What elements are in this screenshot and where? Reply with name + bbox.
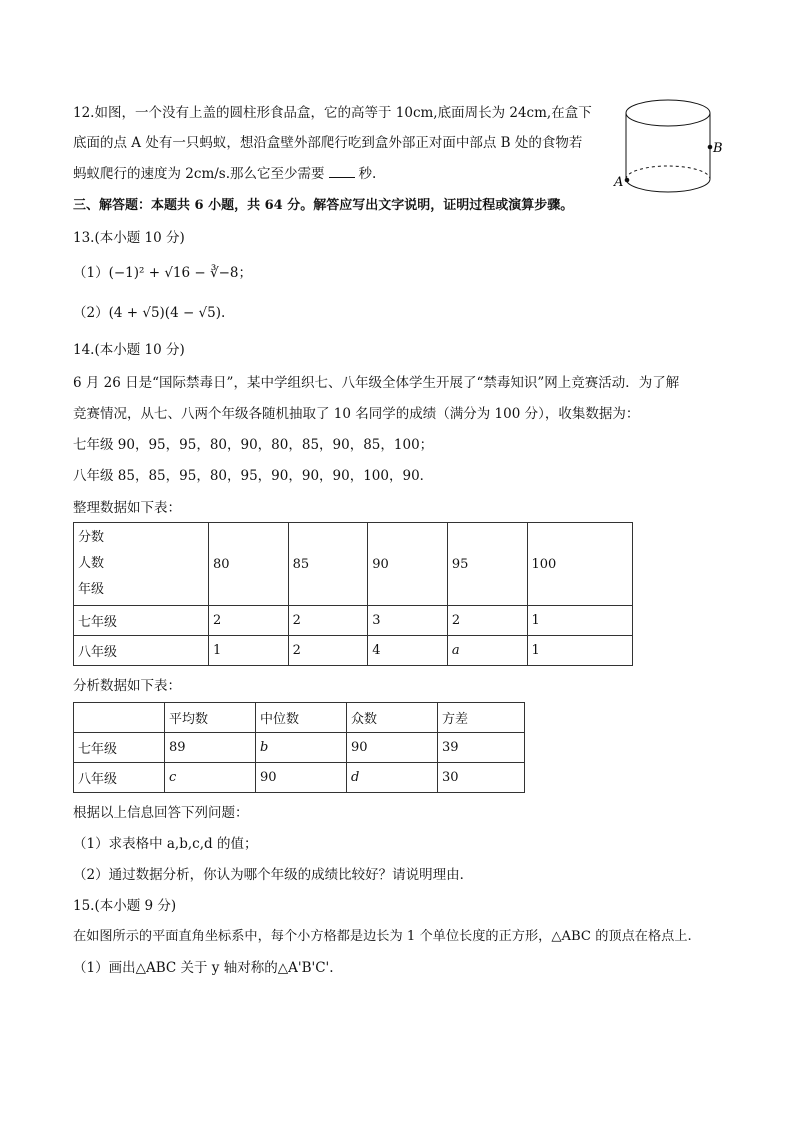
table-row — [74, 733, 525, 763]
q14-intro-1: 6 月 26 日是“国际禁毒日”，某中学组织七、八年级全体学生开展了“禁毒知识”网上竞赛活动．为了解 — [73, 375, 680, 391]
frequency-table — [73, 522, 633, 666]
header-line: 人数 — [78, 556, 105, 571]
count-cell: a — [447, 636, 527, 666]
score-header-cell: 100 — [527, 523, 633, 606]
grade-cell: 八年级 — [74, 763, 165, 793]
column-header: 方差 — [438, 703, 525, 733]
q14-sub-2: （2）通过数据分析，你认为哪个年级的成绩比较好？请说明理由． — [73, 867, 474, 883]
q12-line-3-unit: 秒. — [358, 166, 377, 182]
point-a-label: A — [614, 175, 624, 190]
stat-cell: d — [347, 763, 438, 793]
table-row — [74, 636, 633, 666]
count-cell: 4 — [368, 636, 448, 666]
count-cell: 2 — [209, 606, 289, 636]
header-line: 年级 — [78, 582, 105, 597]
q13-part-1-number: （1） — [73, 265, 109, 281]
point-a-dot — [625, 178, 630, 183]
score-header-cell: 85 — [288, 523, 368, 606]
cylinder-top-ellipse — [626, 100, 710, 126]
stat-cell: 90 — [347, 733, 438, 763]
grade-cell: 七年级 — [74, 733, 165, 763]
q13-part-1 — [73, 263, 252, 283]
stat-cell: b — [256, 733, 347, 763]
column-header: 平均数 — [165, 703, 256, 733]
q15-sub-1: （1）画出△ABC 关于 y 轴对称的△A'B'C'. — [73, 960, 334, 976]
q12-line-3 — [73, 163, 376, 184]
stat-cell: 90 — [256, 763, 347, 793]
q14-sub-1: （1）求表格中 a,b,c,d 的值； — [73, 836, 258, 852]
q14-ask: 根据以上信息回答下列问题： — [73, 805, 249, 821]
diagonal-header-cell — [74, 523, 209, 606]
q14-title: 14.(本小题 10 分) — [73, 342, 185, 358]
grade-cell: 七年级 — [74, 606, 209, 636]
q12-line-2: 底面的点 A 处有一只蚂蚁，想沿盒壁外部爬行吃到盒外部正对面中部点 B 处的食物若 — [73, 135, 583, 151]
q13-part-2-expression: (4 + √5)(4 − √5). — [108, 305, 226, 321]
q13-part-2 — [73, 303, 225, 323]
score-header-cell: 95 — [447, 523, 527, 606]
count-cell: 2 — [288, 606, 368, 636]
count-cell: 2 — [288, 636, 368, 666]
cylinder-bottom-back — [626, 166, 710, 179]
q12-line-3-text: 蚂蚁爬行的速度为 2cm/s.那么它至少需要 — [73, 166, 325, 182]
section-3-heading: 三、解答题：本题共 6 小题，共 64 分。解答应写出文字说明，证明过程或演算步骤。 — [73, 198, 574, 213]
score-header-cell: 90 — [368, 523, 448, 606]
count-cell: 1 — [527, 636, 633, 666]
statistics-table — [73, 702, 525, 793]
stat-cell: 89 — [165, 733, 256, 763]
q15-intro: 在如图所示的平面直角坐标系中，每个小方格都是边长为 1 个单位长度的正方形，△ABC 的顶点在格点上. — [73, 929, 692, 944]
count-cell: 1 — [527, 606, 633, 636]
score-header-cell: 80 — [209, 523, 289, 606]
q14-grade7-data: 七年级 90，95，95，80，90，80，85，90，85，100； — [73, 437, 434, 453]
q12-line-1: 12.如图，一个没有上盖的圆柱形食品盒，它的高等于 10cm,底面周长为 24cm,在盒下 — [73, 105, 592, 121]
table-row — [74, 763, 525, 793]
count-cell: 1 — [209, 636, 289, 666]
q13-part-1-expression: (−1)² + √16 − ∛−8； — [108, 265, 253, 281]
answer-blank — [329, 163, 355, 178]
corner-cell — [74, 703, 165, 733]
q15-title: 15.(本小题 9 分) — [73, 898, 177, 914]
cylinder-bottom-front — [626, 179, 710, 192]
point-b-label: B — [713, 141, 723, 156]
count-cell: 3 — [368, 606, 448, 636]
stat-cell: c — [165, 763, 256, 793]
table-row — [74, 703, 525, 733]
column-header: 众数 — [347, 703, 438, 733]
point-b-dot — [708, 145, 713, 150]
stat-cell: 30 — [438, 763, 525, 793]
table-row — [74, 523, 633, 606]
q13-part-2-number: （2） — [73, 305, 109, 321]
count-cell: 2 — [447, 606, 527, 636]
q13-title: 13.(本小题 10 分) — [73, 230, 185, 246]
grade-cell: 八年级 — [74, 636, 209, 666]
header-line: 分数 — [78, 530, 105, 545]
stat-cell: 39 — [438, 733, 525, 763]
q14-table1-caption: 整理数据如下表： — [73, 500, 181, 516]
q14-intro-2: 竞赛情况，从七、八两个年级各随机抽取了 10 名同学的成绩（满分为 100 分），收集数据为： — [73, 406, 640, 422]
column-header: 中位数 — [256, 703, 347, 733]
cylinder-figure — [610, 96, 725, 201]
q14-table2-caption: 分析数据如下表： — [73, 678, 181, 694]
q14-grade8-data: 八年级 85，85，95，80，95，90，90，90，100，90． — [73, 468, 434, 484]
table-row — [74, 606, 633, 636]
